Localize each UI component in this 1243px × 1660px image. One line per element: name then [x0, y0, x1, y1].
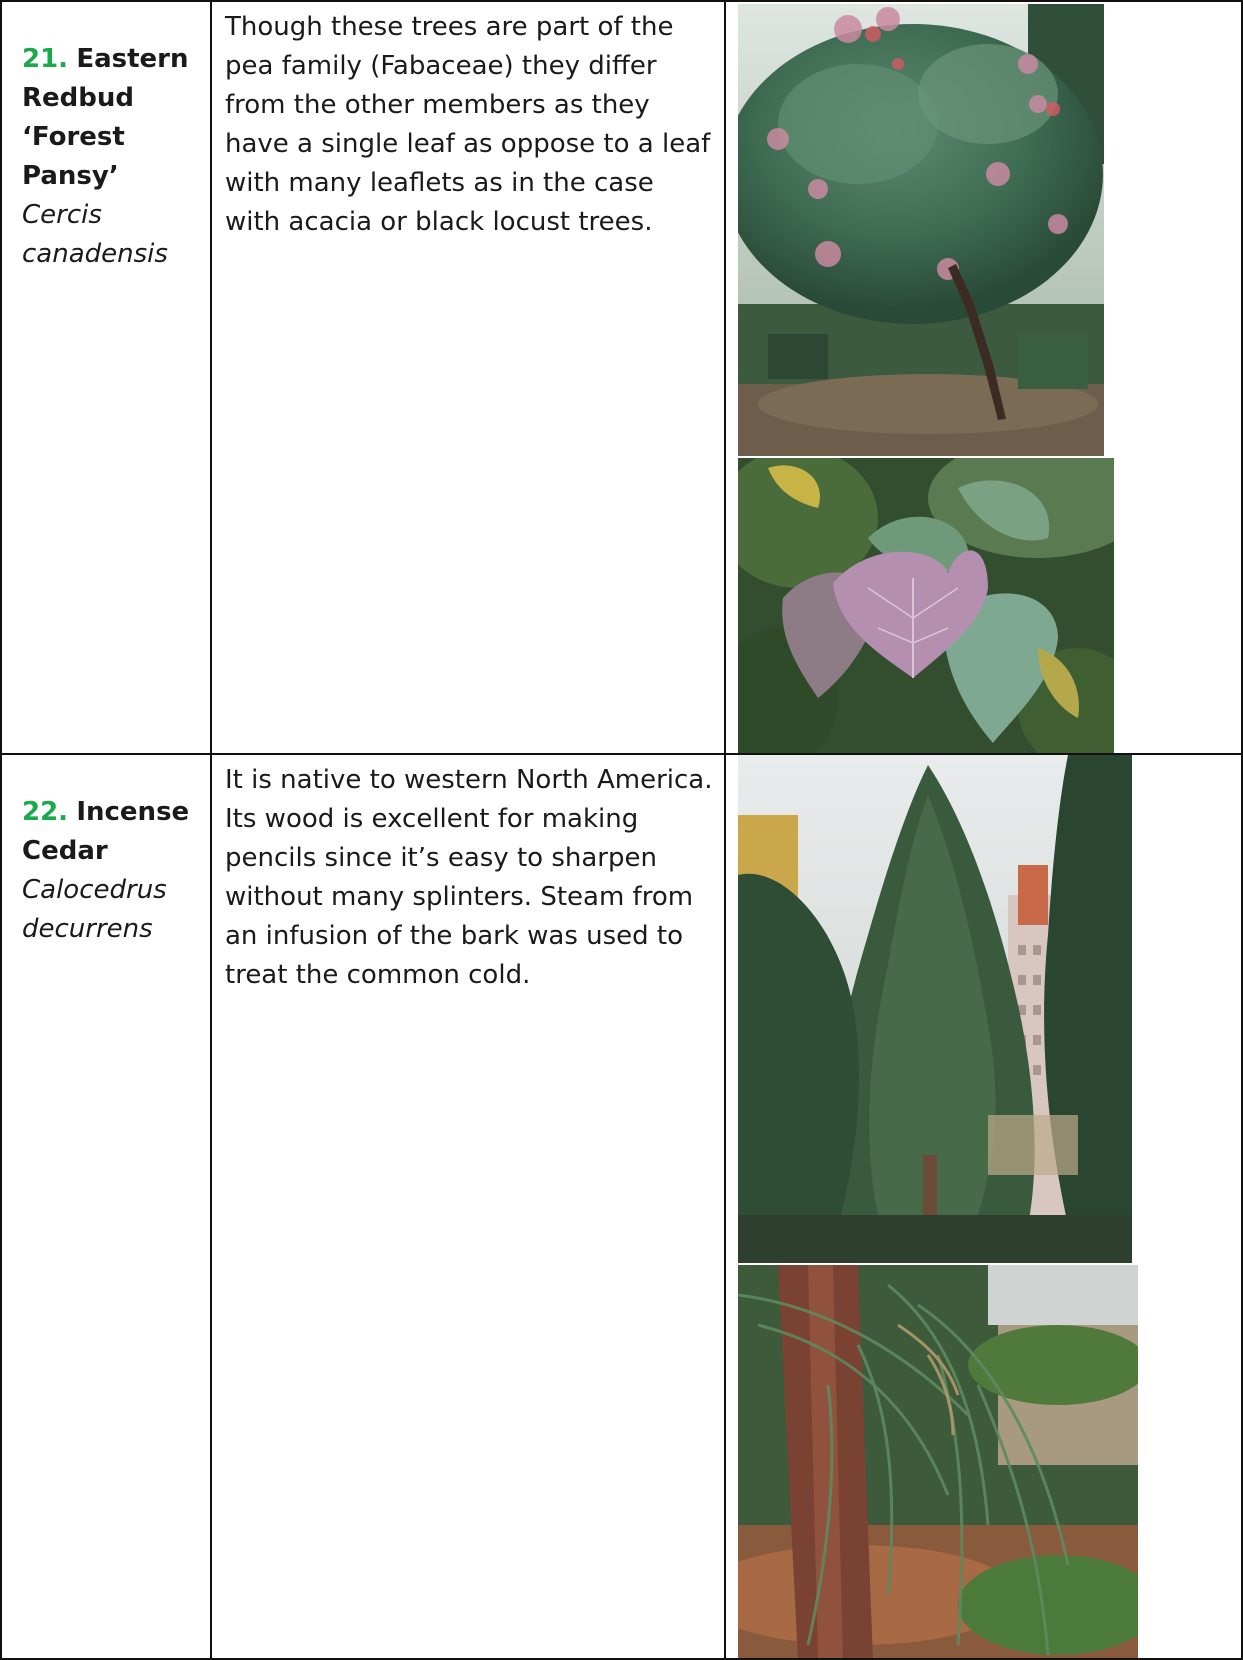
redbud-tree-photo: [738, 4, 1104, 456]
common-name-line: ‘Forest: [22, 122, 125, 152]
scientific-name-line: Calocedrus: [22, 875, 167, 905]
tree-description: Though these trees are part of the pea family (Fabaceae) they differ from the other members as they have a single leaf as oppose to a leaf with many leaflets as in the case with acacia or black locust trees.: [211, 1, 725, 754]
common-name-line: Pansy’: [22, 161, 119, 191]
entry-number: 22.: [22, 797, 69, 827]
entry-number: 21.: [22, 44, 69, 74]
scientific-name-line: Cercis: [22, 200, 102, 230]
scientific-name-line: canadensis: [22, 239, 168, 269]
common-name-line: Incense: [76, 797, 190, 827]
common-name-line: Cedar: [22, 836, 108, 866]
table-row: [1, 754, 1242, 1659]
photo-cell: [725, 1, 1242, 754]
common-name-line: Eastern: [76, 44, 189, 74]
cedar-tree-photo: [738, 755, 1132, 1263]
tree-description: It is native to western North America. Its wood is excellent for making pencils since it’s easy to sharpen without many splinters. Steam from an infusion of the bark was used to treat the common cold.: [211, 754, 725, 1659]
photo-cell: [725, 754, 1242, 1659]
cedar-branch-photo: [738, 1265, 1138, 1659]
tree-name-cell: [1, 1, 211, 754]
table-row: [1, 1, 1242, 754]
tree-name-cell: [1, 754, 211, 1659]
common-name-line: Redbud: [22, 83, 134, 113]
scientific-name-line: decurrens: [22, 914, 153, 944]
redbud-leaf-photo: [738, 458, 1114, 754]
